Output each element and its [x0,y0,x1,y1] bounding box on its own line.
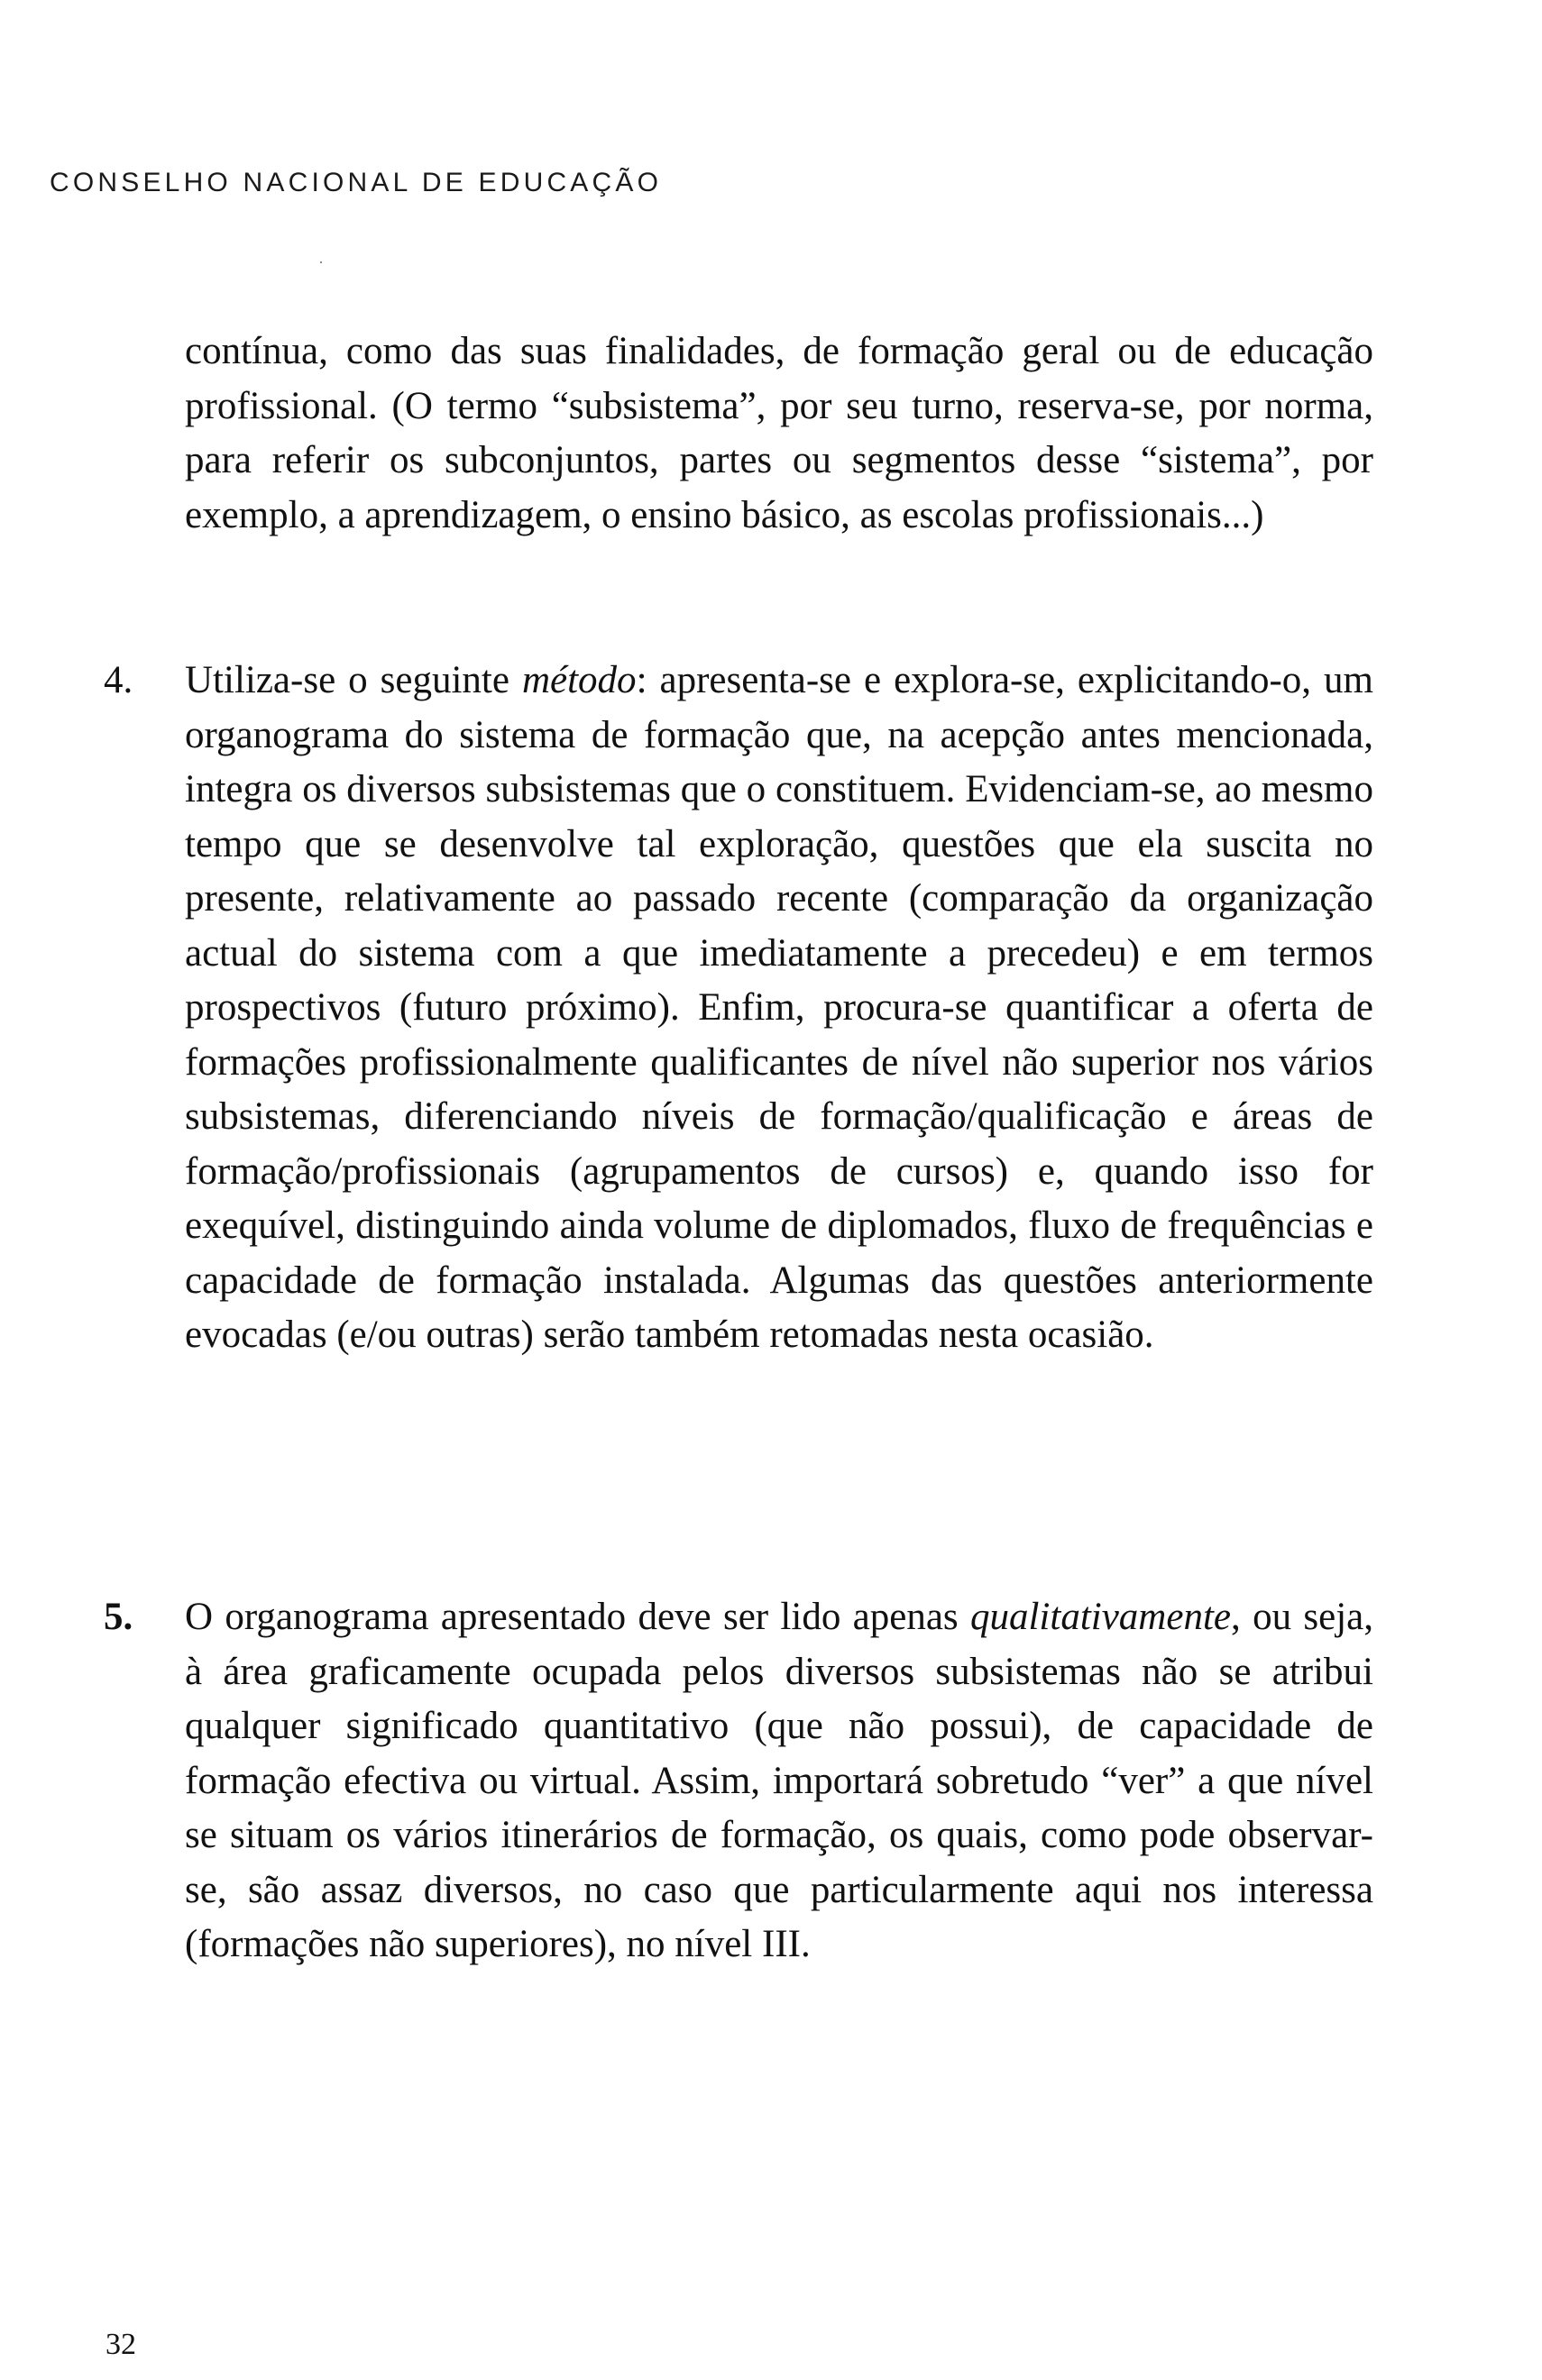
paragraph-text: contínua, como das suas finalidades, de formação geral ou de educação profissional. (O termo “subsistema”, por seu turno, reserva-se, por norma, para referir os subconjuntos, partes ou segmentos desse “sistema”, por exemplo, a aprendizagem, o ensino básico, as escolas profissionais...) [185,330,1373,536]
scan-speck [320,261,322,263]
page-number: 32 [106,2328,136,2361]
emphasis-text: método [521,659,637,701]
paragraph-number: 5. [104,1596,133,1638]
paragraph-5 [185,1590,1373,1973]
paragraph-text: : apresenta-se e explora-se, explicitando-o, um organograma do sistema de formação que, na acepção antes mencionada, integra os diversos subsistemas que o constituem. Evidenciam-se, ao mesmo tempo que se desenvolve tal exploração, questões que ela suscita no presente, relativamente ao passado recente (comparação da organização actual do sistema com a que imediatamente a precedeu) e em termos prospectivos (futuro próximo). Enfim, procura-se quantificar a oferta de formações profissionalmente qualificantes de nível não superior nos vários subsistemas, diferenciando níveis de formação/qualificação e áreas de formação/profissionais (agrupamentos de cursos) e, quando isso for exequível, distinguindo ainda volume de diplomados, fluxo de frequências e capacidade de formação instalada. Algumas das questões anteriormente evocadas (e/ou outras) serão também retomadas nesta ocasião. [185,659,1373,1356]
running-header: CONSELHO NACIONAL DE EDUCAÇÃO [50,168,663,197]
paragraph-continuation [185,325,1373,543]
emphasis-text: qualitativamente [969,1596,1231,1638]
paragraph-text: O organograma apresentado deve ser lido apenas [185,1596,970,1638]
paragraph-text: Utiliza-se o seguinte [185,659,522,701]
paragraph-number: 4. [104,659,133,701]
paragraph-4 [185,654,1373,1363]
paragraph-text: , ou seja, à área graficamente ocupada pelos diversos subsistemas não se atribui qualquer significado quantitativo (que não possui), de capacidade de formação efectiva ou virtual. Assim, importará sobretudo “ver” a que nível se situam os vários itinerários de formação, os quais, como pode observar-se, são assaz diversos, no caso que particularmente aqui nos interessa (formações não superiores), no nível III. [185,1596,1373,1965]
